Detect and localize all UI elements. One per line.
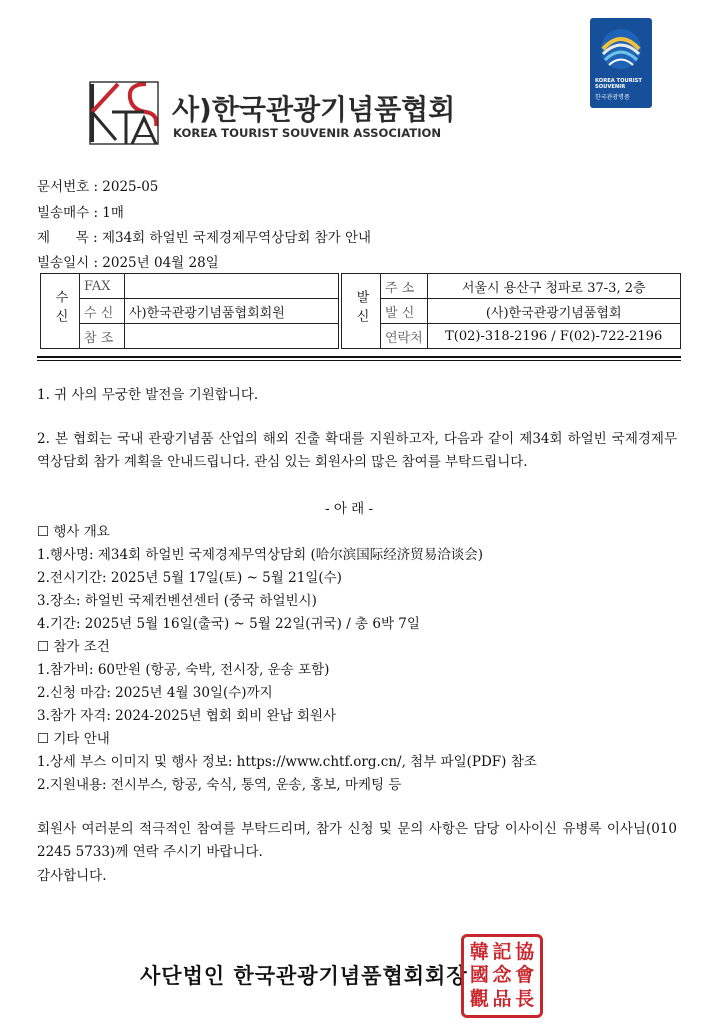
trip-period: 4.기간: 2025년 5월 16일(출국) ~ 5월 22일(귀국) / 총 6박 7일 bbox=[37, 616, 420, 632]
fax-label: FAX bbox=[80, 274, 125, 299]
participation-fee: 1.참가비: 60만원 (항공, 숙박, 전시장, 운송 포함) bbox=[37, 662, 330, 678]
header-divider-thin bbox=[37, 360, 681, 361]
closing-paragraph: 회원사 여러분의 적극적인 참여를 부탁드리며, 참가 신청 및 문의 사항은 담당 이사이신 유병록 이사님(010 2245 5733)께 연락 주시기 바랍니다. bbox=[37, 821, 677, 860]
seal-char: 協 bbox=[515, 941, 535, 964]
contact-label: 연락처 bbox=[381, 324, 428, 349]
seal-char: 記 bbox=[492, 941, 512, 964]
thanks-line: 감사합니다. bbox=[37, 868, 107, 884]
event-name: 1.행사명: 제34회 하얼빈 국제경제무역상담회 (哈尔滨国际经济贸易洽谈会) bbox=[37, 547, 484, 563]
badge-text-korean: 한국관광명품 bbox=[595, 94, 630, 101]
copy-count: 빌송매수 : 1매 bbox=[37, 205, 124, 221]
exhibition-period: 2.전시기간: 2025년 5월 17일(토) ~ 5월 21일(수) bbox=[37, 570, 342, 586]
contact-value: T(02)-318-2196 / F(02)-722-2196 bbox=[427, 324, 680, 349]
address-label: 주 소 bbox=[381, 274, 428, 299]
official-seal bbox=[461, 934, 543, 1018]
badge-text-english: KOREA TOURIST SOUVENIR bbox=[595, 78, 642, 90]
seal-char: 觀 bbox=[469, 987, 489, 1010]
address-value: 서울시 용산구 청파로 37-3, 2층 bbox=[427, 274, 680, 299]
eligibility: 3.참가 자격: 2024-2025년 협회 회비 완납 회원사 bbox=[37, 708, 337, 724]
seal-char: 長 bbox=[515, 987, 535, 1010]
signature-line: 사단법인 한국관광기념품협회회장 bbox=[140, 963, 468, 988]
section-participation-conditions: ☐ 참가 조건 bbox=[37, 639, 110, 655]
document-subject: 제 목 : 제34회 하얼빈 국제경제무역상담회 참가 안내 bbox=[37, 230, 372, 246]
sender-side-label: 발신 bbox=[342, 274, 381, 349]
paragraph-2: 2. 본 협회는 국내 관광기념품 산업의 해외 진출 확대를 지원하고자, 다음과 같이 제34회 하얼빈 국제경제무역상담회 참가 계획을 안내드립니다. 관심 있는 회원사의 많은 참여를 부탁드립니다. bbox=[37, 431, 677, 470]
seal-char: 品 bbox=[492, 987, 512, 1010]
association-name-korean: 사)한국관광기념품협회 bbox=[172, 93, 456, 126]
reference-label: 참 조 bbox=[80, 324, 125, 349]
badge-emblem-icon bbox=[598, 24, 644, 74]
notice-heading: - 아 래 - bbox=[325, 501, 374, 517]
association-name-english: KOREA TOURIST SOUVENIR ASSOCIATION bbox=[173, 126, 442, 140]
fax-value bbox=[125, 274, 339, 299]
seal-char: 韓 bbox=[469, 941, 489, 964]
section-event-overview: ☐ 행사 개요 bbox=[37, 524, 110, 540]
association-logo-mark bbox=[88, 78, 162, 148]
seal-char: 會 bbox=[515, 964, 535, 987]
sender-label: 발 신 bbox=[381, 299, 428, 324]
header-divider bbox=[37, 356, 681, 358]
reference-value bbox=[125, 324, 339, 349]
recipient-value: 사)한국관광기념품협회회원 bbox=[125, 299, 339, 324]
venue: 3.장소: 하얼빈 국제컨벤션센터 (중국 하얼빈시) bbox=[37, 593, 317, 609]
document-number: 문서번호 : 2025-05 bbox=[37, 179, 159, 195]
seal-char: 國 bbox=[469, 964, 489, 987]
send-date: 빌송일시 : 2025년 04월 28일 bbox=[37, 255, 219, 271]
sender-recipient-table bbox=[40, 273, 681, 349]
seal-char: 念 bbox=[492, 964, 512, 987]
application-deadline: 2.신청 마감: 2025년 4월 30일(수)까지 bbox=[37, 685, 273, 701]
recipient-side-label: 수신 bbox=[41, 274, 80, 349]
sender-value: (사)한국관광기념품협회 bbox=[427, 299, 680, 324]
booth-info: 1.상세 부스 이미지 및 행사 정보: https://www.chtf.org.cn/, 첨부 파일(PDF) 참조 bbox=[37, 754, 537, 770]
section-other-info: ☐ 기타 안내 bbox=[37, 731, 110, 747]
recipient-label: 수 신 bbox=[80, 299, 125, 324]
korea-tourist-souvenir-badge bbox=[590, 18, 652, 108]
paragraph-1: 1. 귀 사의 무궁한 발전을 기원합니다. bbox=[37, 387, 259, 403]
support-details: 2.지원내용: 전시부스, 항공, 숙식, 통역, 운송, 홍보, 마케팅 등 bbox=[37, 777, 402, 793]
